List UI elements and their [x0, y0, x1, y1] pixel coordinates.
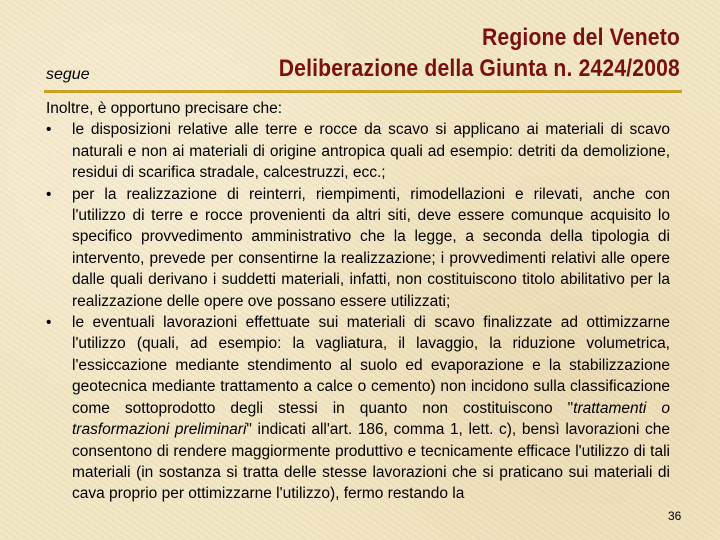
list-item — [46, 312, 670, 505]
slide-title — [279, 22, 680, 84]
list-item-text-before: le eventuali lavorazioni effettuate sui materiali di scavo finalizzate ad ottimizzarne l'utilizzo (quali, ad esempio: la vagliatura, il lavaggio, la riduzione volumetrica, l'essiccazione mediante stendimento al suolo ed evaporazione e la stabilizzazione geotecnica mediante trattamento a calce o cemento) non incidono sulla classificazione come sottoprodotto degli stessi in quanto non costituiscono " — [72, 314, 670, 417]
segue-label: segue — [46, 66, 90, 83]
page-number: 36 — [668, 509, 682, 523]
list-item — [46, 184, 670, 312]
title-line-deliberation: Deliberazione della Giunta n. 2424/2008 — [278, 55, 680, 82]
list-item-text-after: " indicati all'art. 186, comma 1, lett. c), bensì lavorazioni che consentono di rendere maggiormente produttivo e tecnicamente efficace l'utilizzo di tali materiali (in sostanza si tratta delle stesse lavorazioni che si praticano sui materiali di cava proprio per ottimizzarne l'utilizzo), fermo restando la — [72, 421, 670, 503]
bullet-icon: • — [46, 185, 52, 203]
title-underline — [44, 90, 682, 93]
list-item-text-italic: trattamenti o trasformazioni preliminari — [72, 399, 670, 439]
bullet-icon: • — [46, 121, 52, 139]
bullet-list — [46, 119, 670, 504]
list-item-text: le disposizioni relative alle terre e rocce da scavo si applicano ai materiali di scavo naturali e non ai materiali di origine antropica quali ad esempio: detriti da demolizione, residui di scarifica stradale, calcestruzzi, ecc.; — [72, 121, 670, 182]
bullet-icon: • — [46, 314, 52, 332]
list-item — [46, 119, 670, 183]
list-item-text: per la realizzazione di reinterri, riempimenti, rimodellazioni e rilevati, anche con l'utilizzo di terre e rocce provenienti da altri siti, deve essere comunque acquisito lo specifico provvedimento amministrativo che la legge, a seconda della tipologia di intervento, prevede per consentirne la realizzazione; i provvedimenti relativi alle opere dalle quali derivano i suddetti materiali, infatti, non costituiscono titolo abilitativo per la realizzazione delle opere ove possano essere utilizzati; — [72, 185, 670, 310]
intro-text: Inoltre, è opportuno precisare che: — [46, 100, 283, 117]
slide-body — [46, 98, 670, 505]
title-line-region: Regione del Veneto — [482, 24, 680, 51]
